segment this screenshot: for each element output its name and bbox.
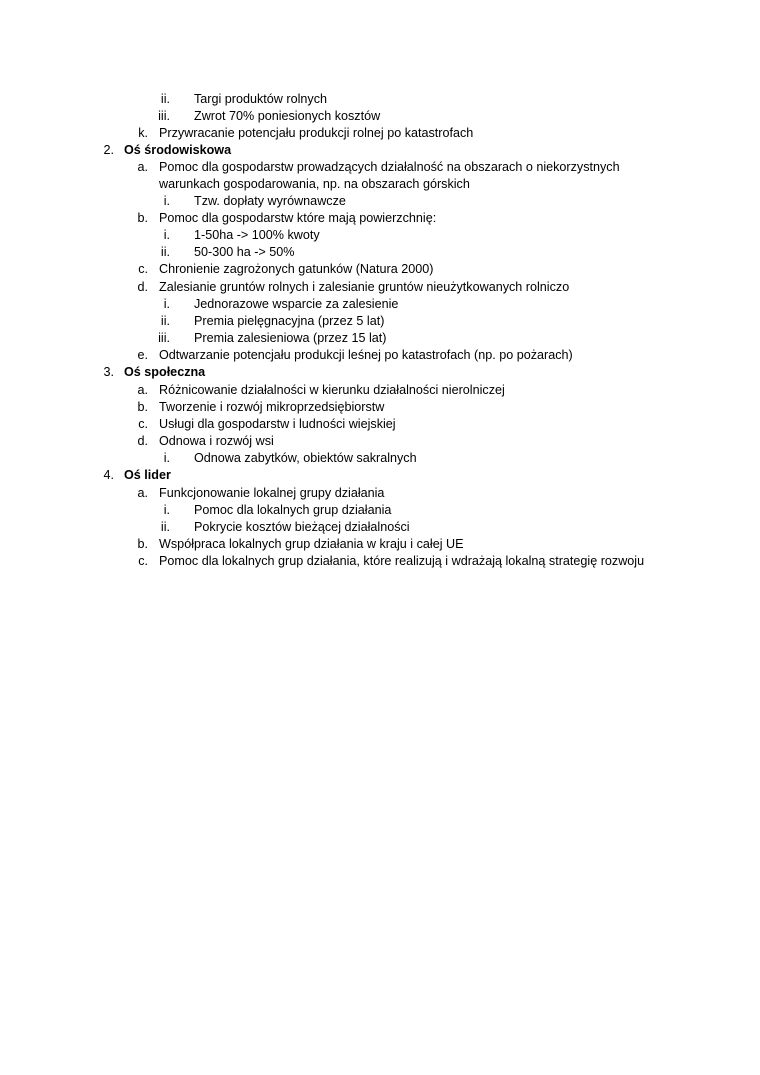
section-title: Oś społeczna [124, 365, 206, 379]
list-item-text: Pomoc dla lokalnych grup działania, które realizują i wdrażają lokalną strategię rozwoju [159, 554, 645, 568]
list-item-text: Pomoc dla gospodarstw prowadzących działalność na obszarach o niekorzystnych [159, 160, 620, 174]
list-item-text: Tzw. dopłaty wyrównawcze [194, 194, 346, 208]
list-item [0, 261, 760, 278]
list-marker: iii. [158, 331, 170, 345]
list-item [0, 330, 760, 347]
list-item [0, 125, 760, 142]
list-item [0, 382, 760, 399]
list-item [0, 399, 760, 416]
list-item [0, 553, 760, 570]
list-item-text: Zalesianie gruntów rolnych i zalesianie gruntów nieużytkowanych rolniczo [159, 280, 570, 294]
list-item-text: Jednorazowe wsparcie za zalesienie [194, 297, 399, 311]
list-item-text: Usługi dla gospodarstw i ludności wiejskiej [159, 417, 396, 431]
list-item [0, 193, 760, 210]
list-item [0, 502, 760, 519]
list-item [0, 279, 760, 296]
section-number: 3. [103, 365, 114, 379]
list-marker: ii. [160, 314, 170, 328]
list-marker: d. [137, 280, 148, 294]
list-marker: i. [163, 228, 170, 242]
list-item [0, 227, 760, 244]
list-marker: ii. [160, 245, 170, 259]
list-marker: k. [138, 126, 148, 140]
list-marker: iii. [158, 109, 170, 123]
list-item [0, 244, 760, 261]
list-item [0, 313, 760, 330]
list-item-continuation [0, 176, 760, 193]
list-item-text: Odtwarzanie potencjału produkcji leśnej po katastrofach (np. po pożarach) [159, 348, 573, 362]
list-item-text: warunkach gospodarowania, np. na obszarach górskich [159, 177, 470, 191]
list-marker: c. [138, 417, 148, 431]
list-item [0, 536, 760, 553]
section-heading [0, 142, 760, 159]
list-marker: i. [163, 194, 170, 208]
list-item-text: Pomoc dla gospodarstw które mają powierzchnię: [159, 211, 437, 225]
list-marker: b. [137, 537, 148, 551]
section-heading [0, 364, 760, 381]
list-marker: i. [163, 503, 170, 517]
list-item-text: Pomoc dla lokalnych grup działania [194, 503, 392, 517]
list-item-text: Przywracanie potencjału produkcji rolnej po katastrofach [159, 126, 474, 140]
list-marker: ii. [160, 520, 170, 534]
list-item [0, 210, 760, 227]
list-item [0, 108, 760, 125]
list-item [0, 347, 760, 364]
list-item-text: Pokrycie kosztów bieżącej działalności [194, 520, 410, 534]
list-item [0, 450, 760, 467]
list-marker: e. [137, 348, 148, 362]
list-item [0, 159, 760, 176]
list-marker: i. [163, 451, 170, 465]
list-item-text: Różnicowanie działalności w kierunku działalności nierolniczej [159, 383, 505, 397]
list-item [0, 296, 760, 313]
list-marker: ii. [160, 92, 170, 106]
list-marker: i. [163, 297, 170, 311]
list-marker: a. [137, 160, 148, 174]
list-item-text: Tworzenie i rozwój mikroprzedsiębiorstw [159, 400, 385, 414]
section-number: 2. [103, 143, 114, 157]
list-item-text: Funkcjonowanie lokalnej grupy działania [159, 486, 385, 500]
list-item [0, 485, 760, 502]
list-marker: a. [137, 383, 148, 397]
section-heading [0, 467, 760, 484]
list-item-text: Chronienie zagrożonych gatunków (Natura 2000) [159, 262, 434, 276]
section-title: Oś środowiskowa [124, 143, 232, 157]
list-item-text: Targi produktów rolnych [194, 92, 327, 106]
list-item-text: Premia pielęgnacyjna (przez 5 lat) [194, 314, 385, 328]
list-item-text: 1-50ha -> 100% kwoty [194, 228, 320, 242]
section-title: Oś lider [124, 468, 171, 482]
list-item [0, 519, 760, 536]
list-item-text: Współpraca lokalnych grup działania w kraju i całej UE [159, 537, 464, 551]
list-item-text: Odnowa zabytków, obiektów sakralnych [194, 451, 417, 465]
section-number: 4. [103, 468, 114, 482]
list-marker: a. [137, 486, 148, 500]
list-item [0, 433, 760, 450]
list-marker: d. [137, 434, 148, 448]
list-marker: b. [137, 400, 148, 414]
list-item-text: 50-300 ha -> 50% [194, 245, 295, 259]
list-marker: c. [138, 554, 148, 568]
list-item-text: Premia zalesieniowa (przez 15 lat) [194, 331, 387, 345]
list-item [0, 416, 760, 433]
list-marker: b. [137, 211, 148, 225]
list-marker: c. [138, 262, 148, 276]
list-item-text: Zwrot 70% poniesionych kosztów [194, 109, 381, 123]
list-item-text: Odnowa i rozwój wsi [159, 434, 274, 448]
list-item [0, 91, 760, 108]
